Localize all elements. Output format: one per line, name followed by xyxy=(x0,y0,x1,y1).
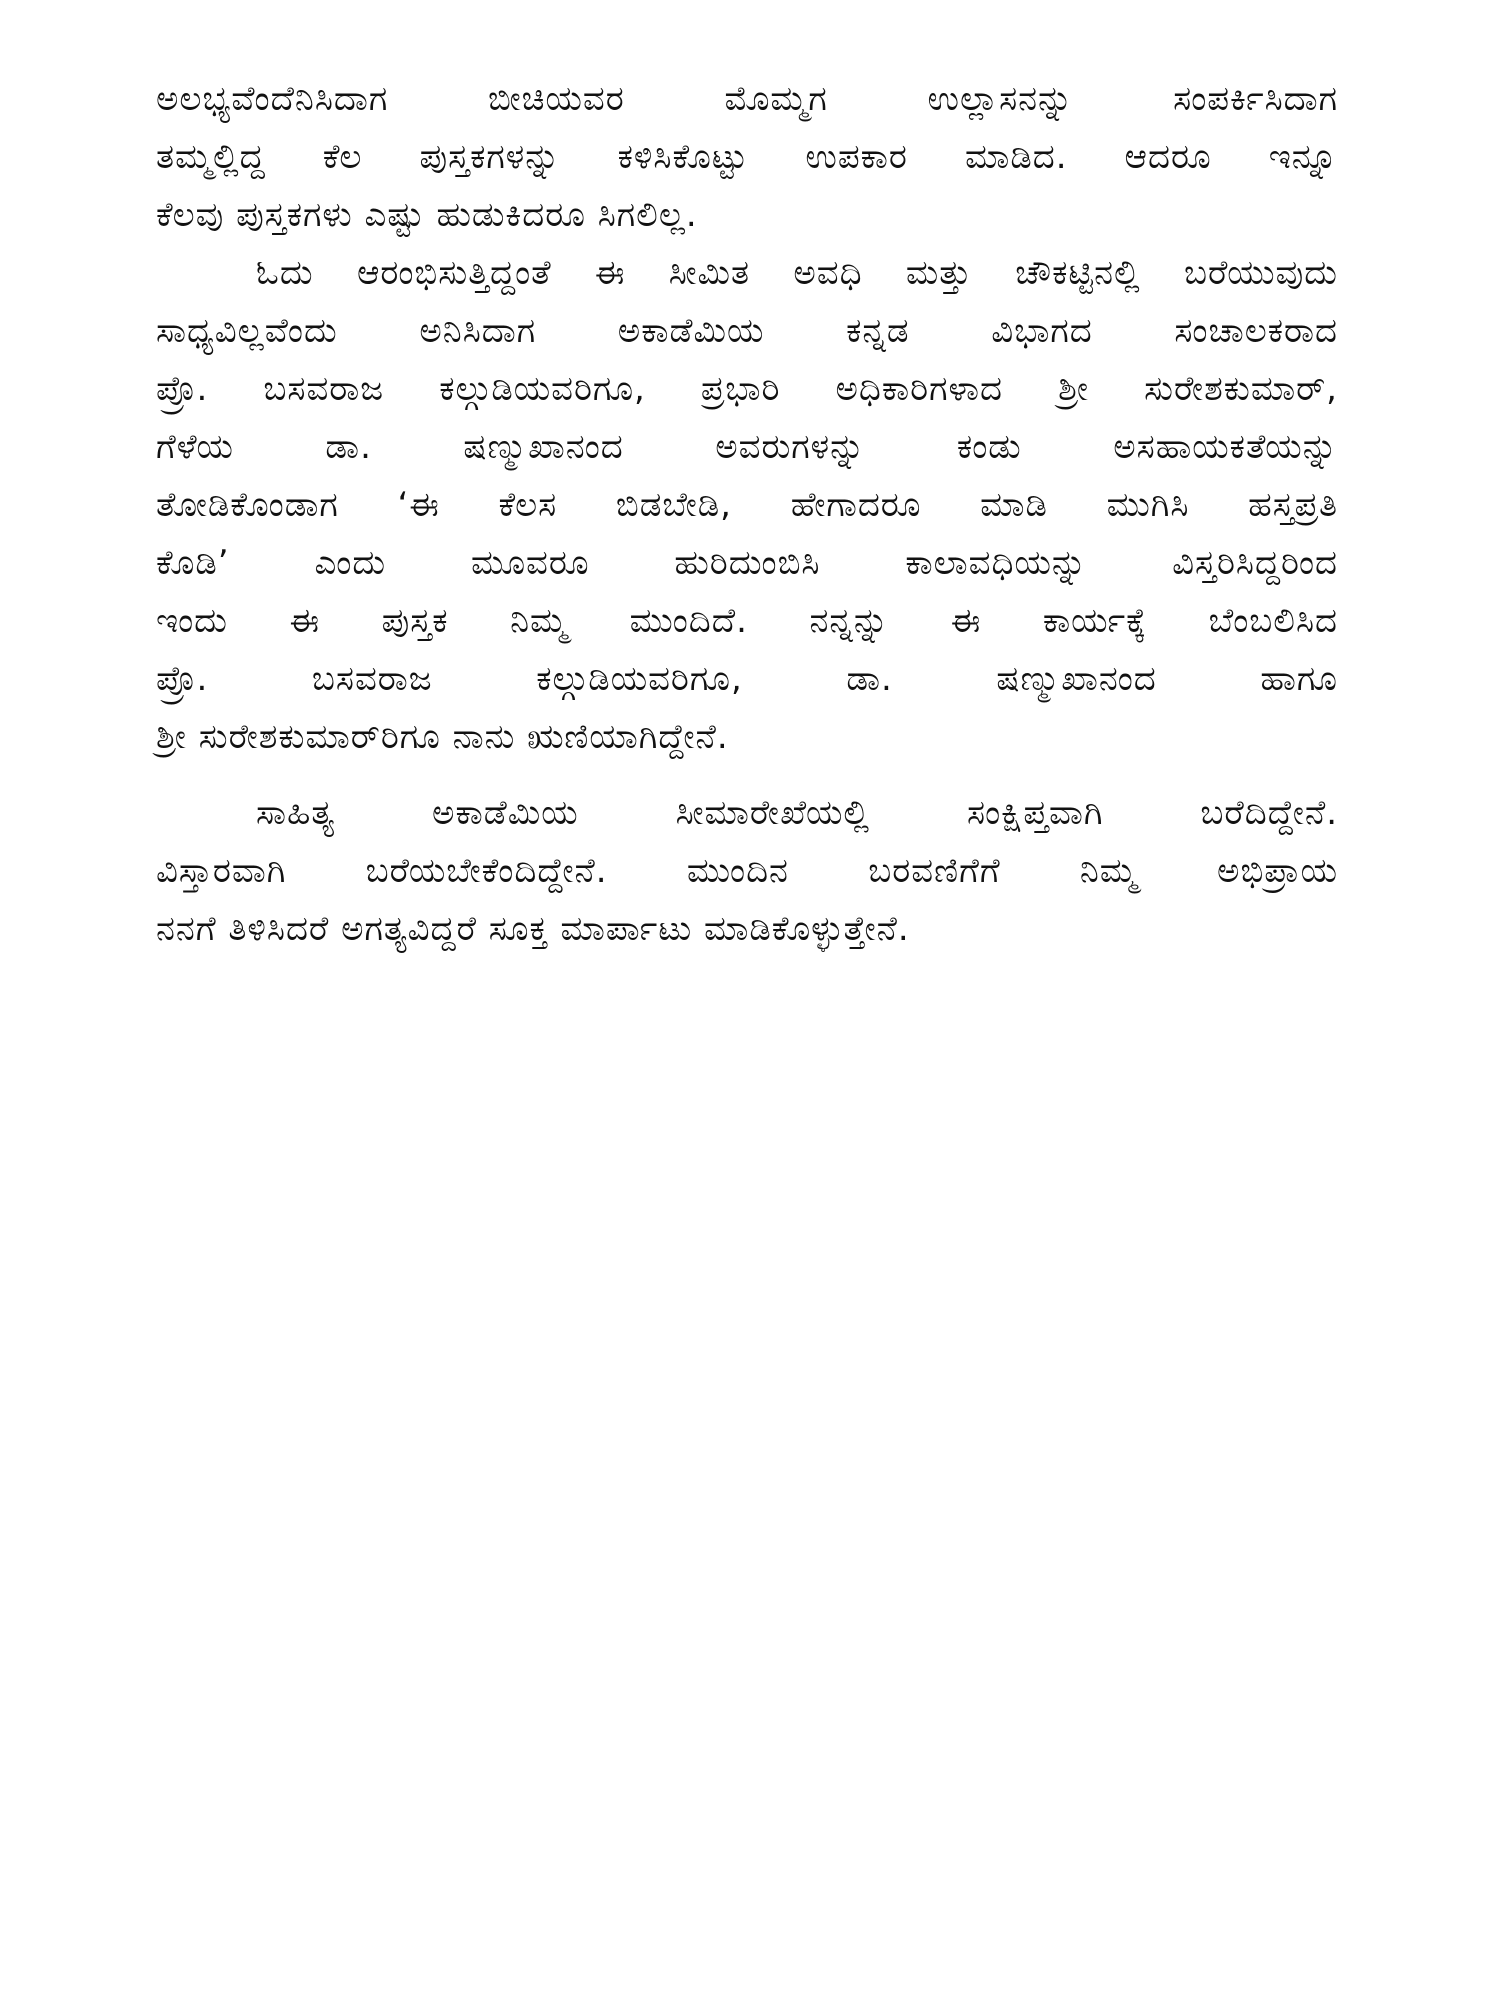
paragraph-spacer xyxy=(156,766,1338,784)
paragraph-2 xyxy=(156,244,1338,766)
text-line: ಪ್ರೊ. ಬಸವರಾಜ ಕಲ್ಗುಡಿಯವರಿಗೂ, ಡಾ. ಷಣ್ಮುಖಾನಂದ ಹಾಗೂ xyxy=(156,659,1338,699)
text-line: ಇಂದು ಈ ಪುಸ್ತಕ ನಿಮ್ಮ ಮುಂದಿದೆ. ನನ್ನನ್ನು ಈ ಕಾರ್ಯಕ್ಕೆ ಬೆಂಬಲಿಸಿದ xyxy=(156,601,1338,641)
text-line: ನನಗೆ ತಿಳಿಸಿದರೆ ಅಗತ್ಯವಿದ್ದರೆ ಸೂಕ್ತ ಮಾರ್ಪಾಟು ಮಾಡಿಕೊಳ್ಳುತ್ತೇನೆ. xyxy=(156,909,910,949)
text-line: ವಿಸ್ತಾರವಾಗಿ ಬರೆಯಬೇಕೆಂದಿದ್ದೇನೆ. ಮುಂದಿನ ಬರವಣಿಗೆಗೆ ನಿಮ್ಮ ಅಭಿಪ್ರಾಯ xyxy=(156,851,1338,891)
text-line: ತೋಡಿಕೊಂಡಾಗ ‘ಈ ಕೆಲಸ ಬಿಡಬೇಡಿ, ಹೇಗಾದರೂ ಮಾಡಿ ಮುಗಿಸಿ ಹಸ್ತಪ್ರತಿ xyxy=(156,485,1338,525)
text-line: ಕೊಡಿ’ ಎಂದು ಮೂವರೂ ಹುರಿದುಂಬಿಸಿ ಕಾಲಾವಧಿಯನ್ನು ವಿಸ್ತರಿಸಿದ್ದರಿಂದ xyxy=(156,543,1338,583)
text-line: ಗೆಳೆಯ ಡಾ. ಷಣ್ಮುಖಾನಂದ ಅವರುಗಳನ್ನು ಕಂಡು ಅಸಹಾಯಕತೆಯನ್ನು xyxy=(156,427,1338,467)
body-text xyxy=(156,70,1338,958)
text-line: ಶ್ರೀ ಸುರೇಶಕುಮಾರ್‌ರಿಗೂ ನಾನು ಋಣಿಯಾಗಿದ್ದೇನೆ. xyxy=(156,717,729,757)
paragraph-3 xyxy=(156,784,1338,958)
text-line: ಸಾಧ್ಯವಿಲ್ಲವೆಂದು ಅನಿಸಿದಾಗ ಅಕಾಡೆಮಿಯ ಕನ್ನಡ ವಿಭಾಗದ ಸಂಚಾಲಕರಾದ xyxy=(156,311,1338,351)
text-line: ಪ್ರೊ. ಬಸವರಾಜ ಕಲ್ಗುಡಿಯವರಿಗೂ, ಪ್ರಭಾರಿ ಅಧಿಕಾರಿಗಳಾದ ಶ್ರೀ ಸುರೇಶಕುಮಾರ್, xyxy=(156,369,1338,409)
text-line: ಕೆಲವು ಪುಸ್ತಕಗಳು ಎಷ್ಟು ಹುಡುಕಿದರೂ ಸಿಗಲಿಲ್ಲ. xyxy=(156,195,698,235)
text-line: ಸಾಹಿತ್ಯ ಅಕಾಡೆಮಿಯ ಸೀಮಾರೇಖೆಯಲ್ಲಿ ಸಂಕ್ಷಿಪ್ತವಾಗಿ ಬರೆದಿದ್ದೇನೆ. xyxy=(256,793,1338,833)
text-line: ಅಲಭ್ಯವೆಂದೆನಿಸಿದಾಗ ಬೀಚಿಯವರ ಮೊಮ್ಮಗ ಉಲ್ಲಾಸನನ್ನು ಸಂಪರ್ಕಿಸಿದಾಗ xyxy=(156,79,1338,119)
text-line: ತಮ್ಮಲ್ಲಿದ್ದ ಕೆಲ ಪುಸ್ತಕಗಳನ್ನು ಕಳಿಸಿಕೊಟ್ಟು ಉಪಕಾರ ಮಾಡಿದ. ಆದರೂ ಇನ್ನೂ xyxy=(156,137,1338,177)
paragraph-1 xyxy=(156,70,1338,244)
text-line: ಓದು ಆರಂಭಿಸುತ್ತಿದ್ದಂತೆ ಈ ಸೀಮಿತ ಅವಧಿ ಮತ್ತು ಚೌಕಟ್ಟಿನಲ್ಲಿ ಬರೆಯುವುದು xyxy=(256,253,1338,293)
